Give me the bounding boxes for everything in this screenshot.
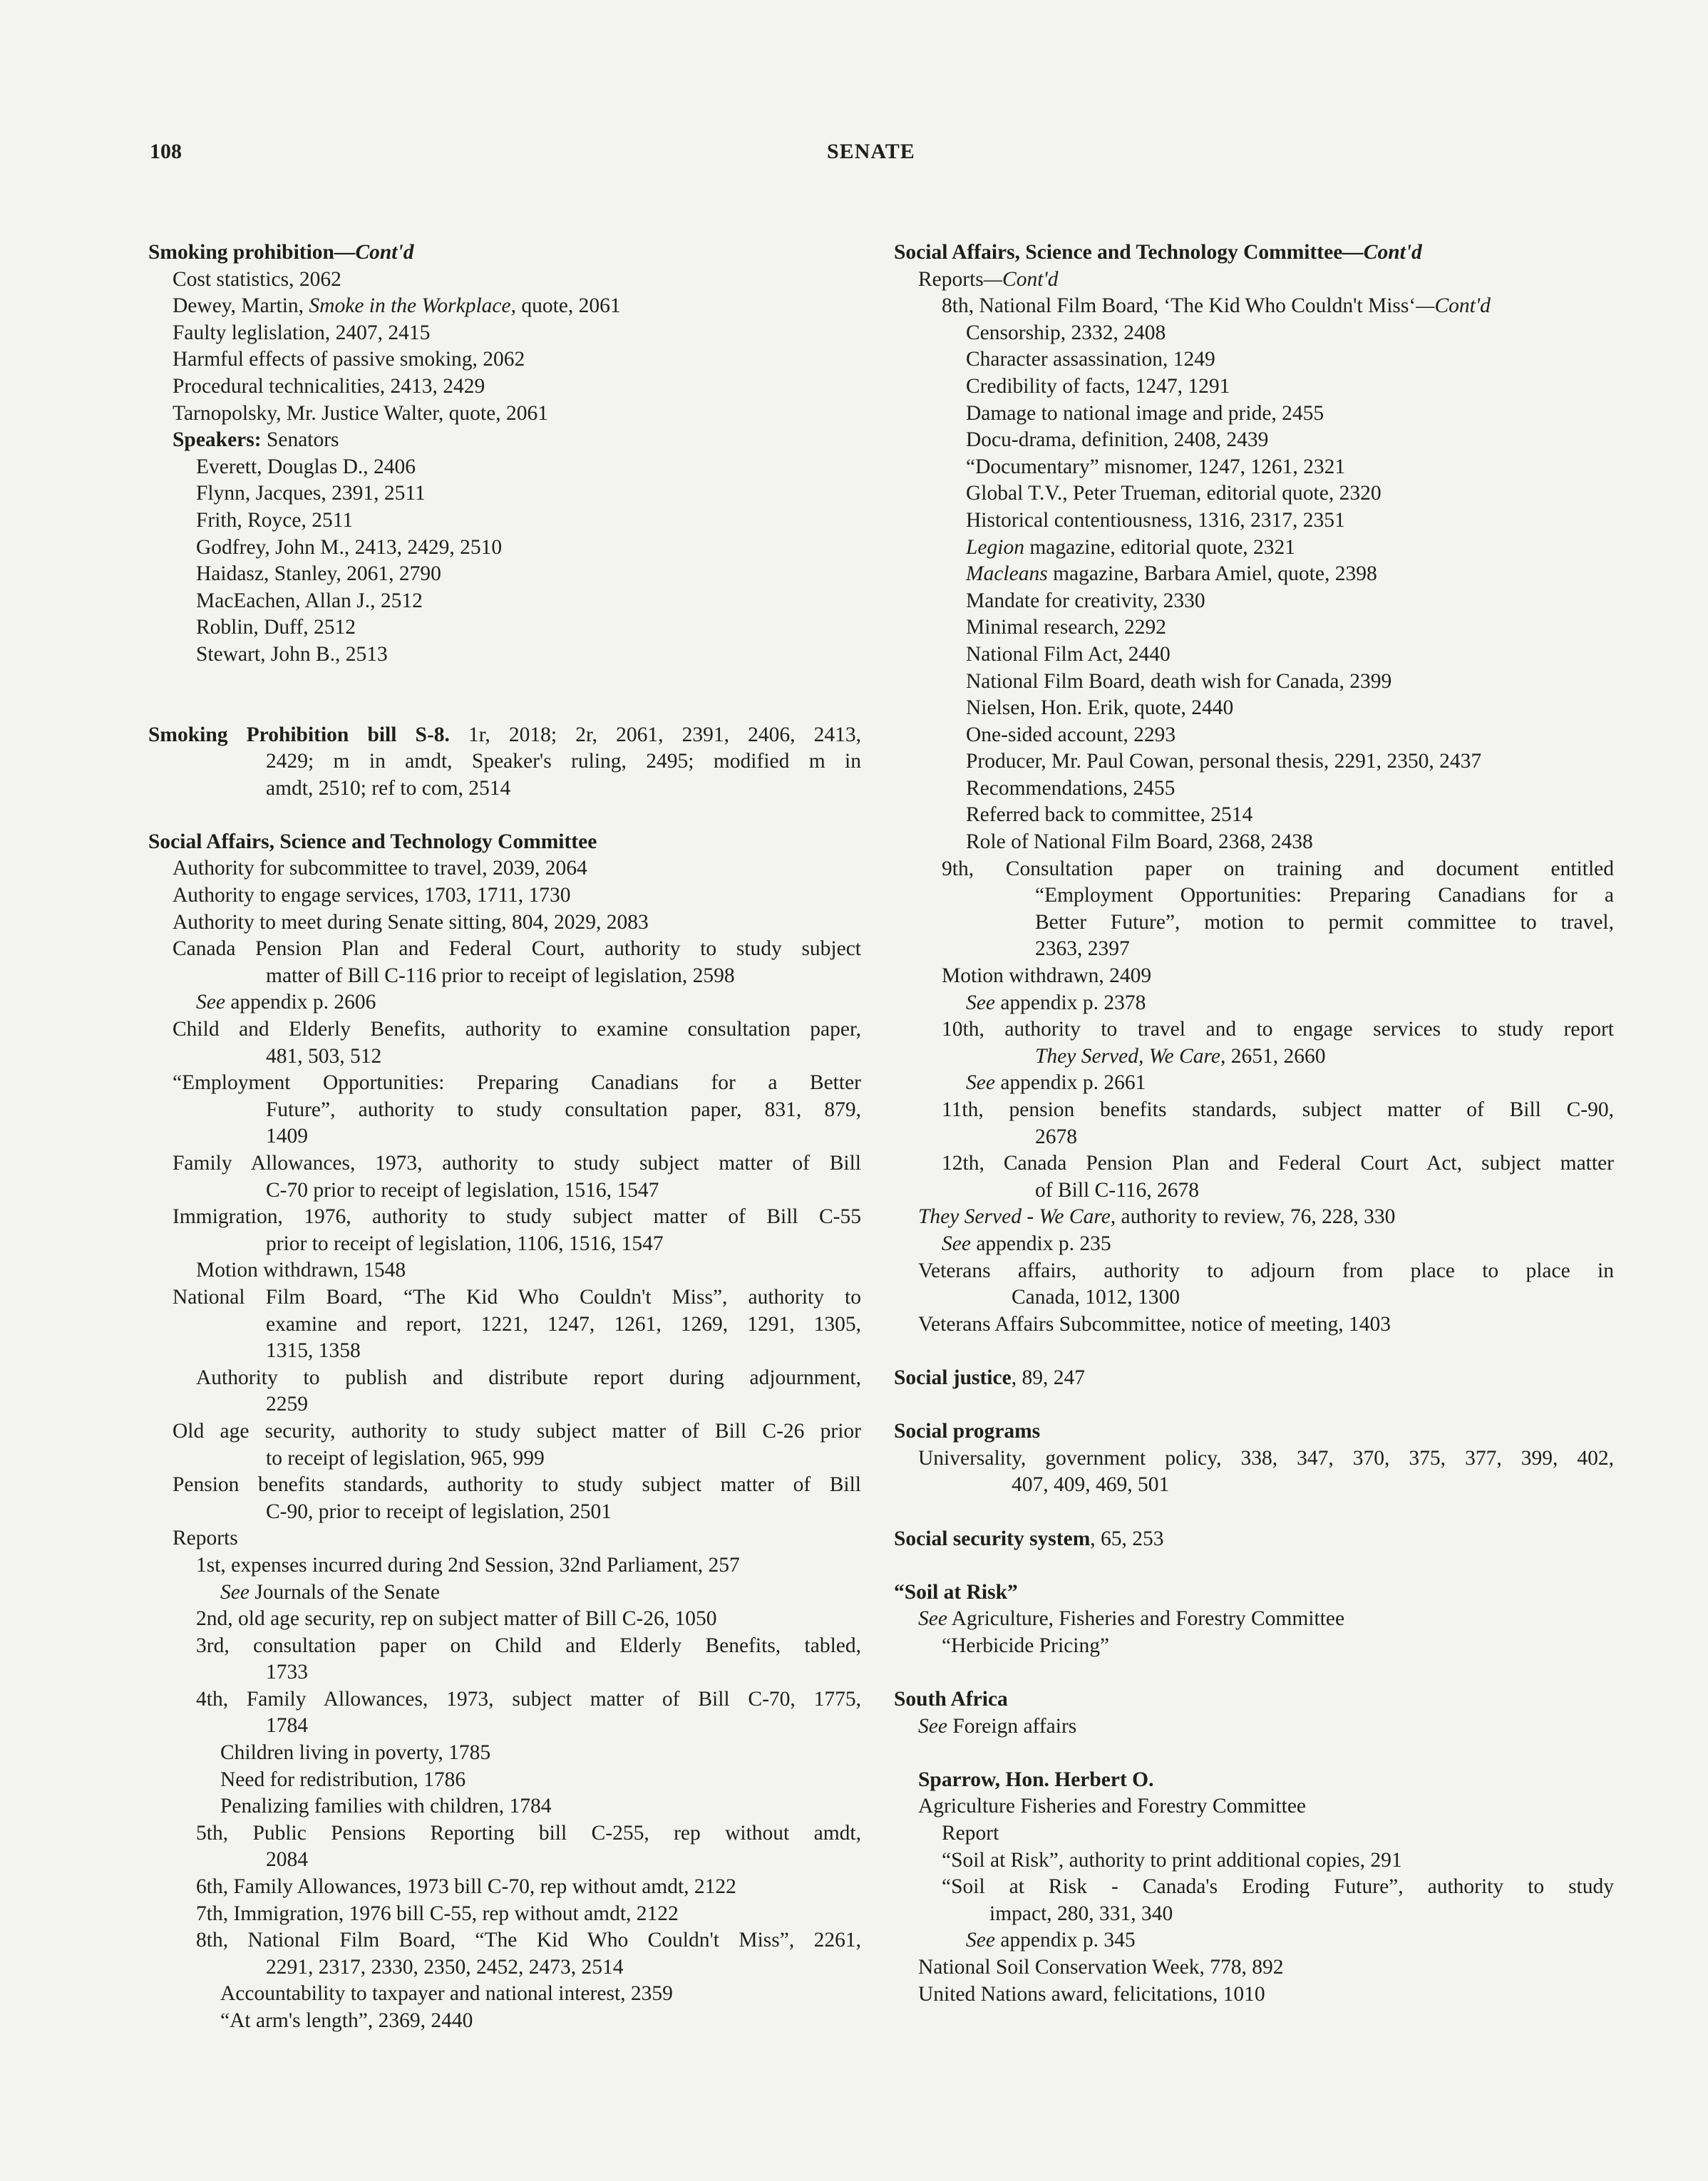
- index-continuation: 1315, 1358: [266, 1339, 361, 1363]
- report-subentry: “Documentary” misnomer, 1247, 1261, 2321: [966, 455, 1346, 478]
- index-continuation: “Herbicide Pricing”: [942, 1634, 1110, 1657]
- index-continuation: 2084: [266, 1848, 308, 1872]
- index-heading: Social programs: [894, 1420, 1041, 1443]
- report-entry: 8th, National Film Board, “The Kid Who Couldn't Miss”, 2261,: [196, 1929, 861, 1952]
- index-subentry: Veterans Affairs Subcommittee, notice of meeting, 1403: [918, 1312, 1391, 1336]
- index-heading: Social Affairs, Science and Technology Committee: [148, 830, 597, 853]
- index-subentry: Procedural technicalities, 2413, 2429: [173, 374, 485, 398]
- index-subentry: Reports: [173, 1527, 238, 1550]
- see-reference: See Agriculture, Fisheries and Forestry Committee: [918, 1607, 1345, 1631]
- index-subentry: Old age security, authority to study subject matter of Bill C-26 prior: [173, 1419, 861, 1443]
- index-subentry: Authority for subcommittee to travel, 2039, 2064: [173, 857, 587, 880]
- index-continuation: Canada, 1012, 1300: [1012, 1286, 1180, 1309]
- index-subentry: Harmful effects of passive smoking, 2062: [173, 348, 525, 371]
- index-continuation: 481, 503, 512: [266, 1044, 382, 1068]
- index-continuation: 2678: [1035, 1125, 1077, 1148]
- left-column: [148, 239, 861, 2035]
- report-subentry: Penalizing families with children, 1784: [220, 1795, 552, 1818]
- index-continuation: Future”, authority to study consultation paper, 831, 879,: [266, 1098, 861, 1121]
- speaker-entry: Everett, Douglas D., 2406: [196, 455, 416, 478]
- report-subentry: Mandate for creativity, 2330: [966, 589, 1205, 612]
- speaker-entry: Godfrey, John M., 2413, 2429, 2510: [196, 535, 503, 559]
- report-entry: 5th, Public Pensions Reporting bill C-255, rep without amdt,: [196, 1821, 861, 1845]
- index-heading: Smoking prohibition—Cont'd: [148, 241, 414, 264]
- running-head: SENATE: [827, 140, 915, 163]
- report-subentry: Children living in poverty, 1785: [220, 1741, 491, 1765]
- index-heading: Social security system, 65, 253: [894, 1527, 1164, 1550]
- index-subentry: Dewey, Martin, Smoke in the Workplace, quote, 2061: [173, 294, 621, 318]
- index-subentry: They Served - We Care, authority to review, 76, 228, 330: [918, 1205, 1396, 1229]
- speakers-label: Speakers: Senators: [173, 428, 339, 452]
- index-subentry: Child and Elderly Benefits, authority to examine consultation paper,: [173, 1018, 861, 1041]
- see-reference: See appendix p. 235: [942, 1232, 1111, 1255]
- report-subentry: Damage to national image and pride, 2455: [966, 401, 1324, 425]
- index-continuation: 1409: [266, 1125, 308, 1148]
- index-continuation: prior to receipt of legislation, 1106, 1516, 1547: [266, 1232, 664, 1255]
- report-subentry: National Film Board, death wish for Canada, 2399: [966, 669, 1392, 693]
- index-subentry: Authority to meet during Senate sitting, 804, 2029, 2083: [173, 910, 649, 934]
- right-column: [894, 239, 1614, 2008]
- speaker-entry: Roblin, Duff, 2512: [196, 616, 356, 639]
- report-subentry: Need for redistribution, 1786: [220, 1768, 466, 1791]
- index-subentry: National Film Board, “The Kid Who Couldn't Miss”, authority to: [173, 1285, 861, 1309]
- report-subentry: Role of National Film Board, 2368, 2438: [966, 830, 1313, 854]
- index-subentry: Canada Pension Plan and Federal Court, authority to study subject: [173, 937, 861, 961]
- report-subentry: Accountability to taxpayer and national interest, 2359: [220, 1982, 673, 2006]
- report-entry: 12th, Canada Pension Plan and Federal Court Act, subject matter: [942, 1152, 1614, 1175]
- report-subentry: Minimal research, 2292: [966, 616, 1166, 639]
- index-continuation: C-70 prior to receipt of legislation, 1516, 1547: [266, 1178, 659, 1202]
- index-continuation: 1784: [266, 1714, 308, 1738]
- index-continuation: 1733: [266, 1661, 308, 1684]
- report-entry: 7th, Immigration, 1976 bill C-55, rep without amdt, 2122: [196, 1902, 679, 1925]
- report-subentry: National Film Act, 2440: [966, 642, 1171, 666]
- speaker-entry: Stewart, John B., 2513: [196, 642, 388, 666]
- index-subentry: Agriculture Fisheries and Forestry Committee: [918, 1795, 1307, 1818]
- index-continuation: amdt, 2510; ref to com, 2514: [266, 776, 511, 800]
- speaker-entry: Frith, Royce, 2511: [196, 508, 354, 532]
- index-subentry: Tarnopolsky, Mr. Justice Walter, quote, 2061: [173, 401, 548, 425]
- index-continuation: matter of Bill C-116 prior to receipt of legislation, 2598: [266, 964, 735, 987]
- report-subentry: Recommendations, 2455: [966, 776, 1175, 800]
- report-subentry: Docu-drama, definition, 2408, 2439: [966, 428, 1269, 452]
- report-subentry: Global T.V., Peter Trueman, editorial quote, 2320: [966, 482, 1382, 505]
- report-subentry: “At arm's length”, 2369, 2440: [220, 2009, 473, 2032]
- see-reference: See appendix p. 2606: [196, 991, 376, 1014]
- report-entry: Motion withdrawn, 2409: [942, 964, 1152, 988]
- report-entry: 11th, pension benefits standards, subject matter of Bill C-90,: [942, 1098, 1614, 1121]
- index-subentry: “Employment Opportunities: Preparing Canadians for a Better: [173, 1071, 861, 1095]
- report-subentry: Nielsen, Hon. Erik, quote, 2440: [966, 696, 1234, 720]
- index-continuation: 407, 409, 469, 501: [1012, 1473, 1170, 1497]
- report-entry: 1st, expenses incurred during 2nd Session, 32nd Parliament, 257: [196, 1553, 740, 1577]
- index-heading: Smoking Prohibition bill S-8. 1r, 2018; 2r, 2061, 2391, 2406, 2413,: [148, 723, 861, 746]
- report-subentry: Legion magazine, editorial quote, 2321: [966, 535, 1296, 559]
- report-subentry: One-sided account, 2293: [966, 723, 1176, 746]
- index-subentry: Universality, government policy, 338, 347, 370, 375, 377, 399, 402,: [918, 1446, 1614, 1470]
- index-subentry: Report: [942, 1822, 999, 1845]
- see-reference: See appendix p. 2661: [966, 1071, 1146, 1095]
- see-reference: See appendix p. 2378: [966, 991, 1146, 1014]
- index-continuation: of Bill C-116, 2678: [1035, 1178, 1199, 1202]
- report-entry: 4th, Family Allowances, 1973, subject matter of Bill C-70, 1775,: [196, 1687, 861, 1711]
- index-continuation: 2429; m in amdt, Speaker's ruling, 2495; modified m in: [266, 750, 861, 773]
- index-subentry: Pension benefits standards, authority to study subject matter of Bill: [173, 1473, 861, 1497]
- index-subentry: Authority to engage services, 1703, 1711, 1730: [173, 884, 571, 907]
- index-subentry: Cost statistics, 2062: [173, 267, 341, 291]
- index-subentry: Reports—Cont'd: [918, 267, 1059, 291]
- speaker-entry: Flynn, Jacques, 2391, 2511: [196, 482, 426, 505]
- index-subentry: United Nations award, felicitations, 1010: [918, 1982, 1265, 2006]
- see-reference: See Journals of the Senate: [220, 1580, 441, 1604]
- index-subentry: Authority to publish and distribute report during adjournment,: [196, 1366, 861, 1389]
- index-heading: South Africa: [894, 1688, 1008, 1711]
- index-continuation: 2259: [266, 1393, 308, 1416]
- index-subentry: Motion withdrawn, 1548: [196, 1259, 406, 1282]
- report-subentry: Credibility of facts, 1247, 1291: [966, 374, 1230, 398]
- page-number: 108: [150, 140, 182, 163]
- report-subentry: Referred back to committee, 2514: [966, 803, 1253, 827]
- index-continuation: impact, 280, 331, 340: [989, 1902, 1173, 1925]
- index-continuation: examine and report, 1221, 1247, 1261, 1269, 1291, 1305,: [266, 1312, 861, 1336]
- speaker-entry: MacEachen, Allan J., 2512: [196, 589, 423, 612]
- see-reference: See appendix p. 345: [966, 1929, 1136, 1952]
- see-reference: See Foreign affairs: [918, 1714, 1077, 1738]
- index-heading: Social Affairs, Science and Technology Committee—Cont'd: [894, 241, 1422, 264]
- index-continuation: Better Future”, motion to permit committee to travel,: [1035, 910, 1614, 934]
- index-continuation: 2291, 2317, 2330, 2350, 2452, 2473, 2514: [266, 1955, 624, 1979]
- index-continuation: to receipt of legislation, 965, 999: [266, 1446, 545, 1470]
- report-subentry: Producer, Mr. Paul Cowan, personal thesis, 2291, 2350, 2437: [966, 750, 1482, 773]
- index-continuation: “Employment Opportunities: Preparing Canadians for a: [1035, 884, 1614, 907]
- index-heading: “Soil at Risk”: [894, 1580, 1018, 1604]
- report-entry: 6th, Family Allowances, 1973 bill C-70, rep without amdt, 2122: [196, 1875, 736, 1899]
- report-subentry: Macleans magazine, Barbara Amiel, quote, 2398: [966, 562, 1377, 586]
- index-continuation: 2363, 2397: [1035, 937, 1130, 961]
- index-heading: Social justice, 89, 247: [894, 1366, 1085, 1389]
- index-subentry: Immigration, 1976, authority to study subject matter of Bill C-55: [173, 1205, 861, 1229]
- report-entry: 2nd, old age security, rep on subject matter of Bill C-26, 1050: [196, 1607, 717, 1631]
- report-entry: “Soil at Risk - Canada's Eroding Future”, authority to study: [942, 1875, 1614, 1899]
- report-entry: 8th, National Film Board, ‘The Kid Who Couldn't Miss‘—Cont'd: [942, 294, 1491, 318]
- index-subentry: Family Allowances, 1973, authority to study subject matter of Bill: [173, 1152, 861, 1175]
- report-entry: 3rd, consultation paper on Child and Elderly Benefits, tabled,: [196, 1634, 861, 1657]
- report-entry: 10th, authority to travel and to engage services to study report: [942, 1018, 1614, 1041]
- index-heading: Sparrow, Hon. Herbert O.: [918, 1768, 1154, 1791]
- index-continuation: C-90, prior to receipt of legislation, 2501: [266, 1500, 612, 1523]
- report-entry: “Soil at Risk”, authority to print additional copies, 291: [942, 1848, 1402, 1872]
- speaker-entry: Haidasz, Stanley, 2061, 2790: [196, 562, 441, 586]
- index-subentry: Veterans affairs, authority to adjourn from place to place in: [918, 1259, 1614, 1282]
- report-subentry: Censorship, 2332, 2408: [966, 321, 1166, 344]
- index-continuation: They Served, We Care, 2651, 2660: [1035, 1044, 1326, 1068]
- index-subentry: National Soil Conservation Week, 778, 892: [918, 1956, 1284, 1979]
- report-subentry: Historical contentiousness, 1316, 2317, 2351: [966, 508, 1345, 532]
- index-subentry: Faulty leglislation, 2407, 2415: [173, 321, 431, 344]
- report-entry: 9th, Consultation paper on training and document entitled: [942, 857, 1614, 880]
- report-subentry: Character assassination, 1249: [966, 348, 1215, 371]
